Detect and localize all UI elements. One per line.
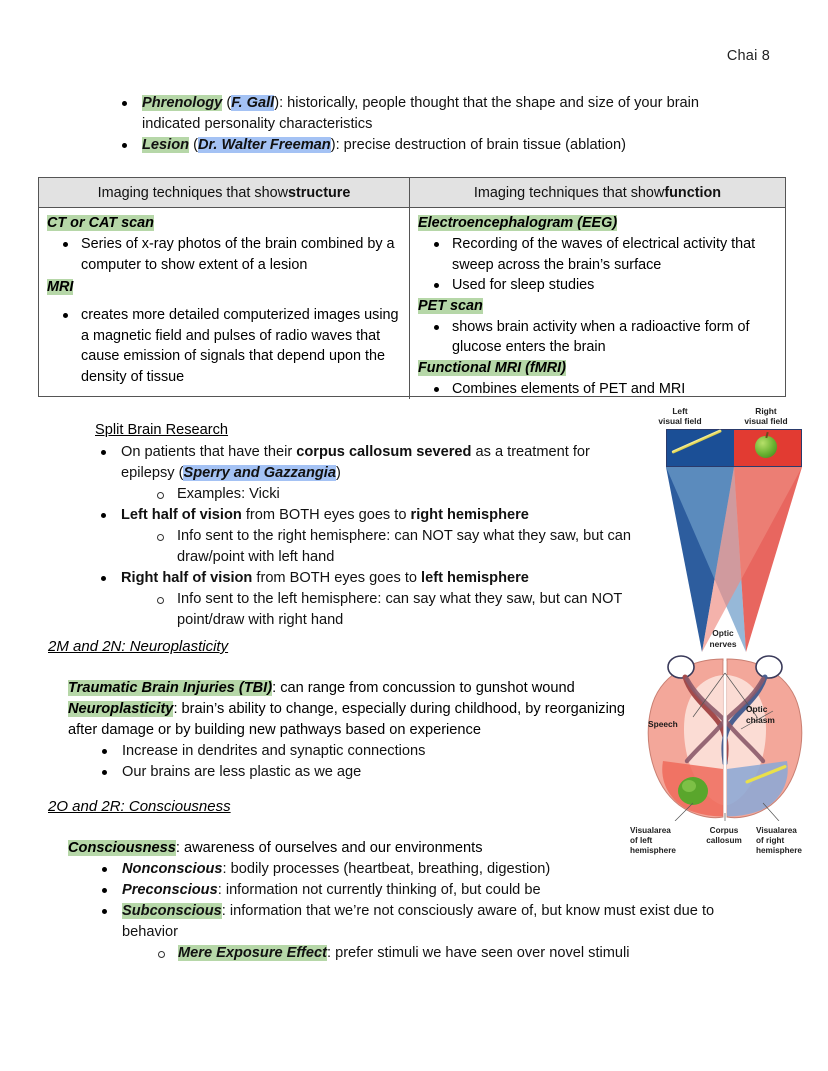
intro-bullet-list xyxy=(116,93,756,156)
split-brain-diagram xyxy=(628,406,818,866)
label-visual-area-right xyxy=(756,826,818,856)
header-keyword-function: function xyxy=(664,184,722,201)
list-item xyxy=(418,317,777,358)
label-corpus-callosum xyxy=(699,826,749,856)
visual-field-right-red xyxy=(734,430,801,466)
sub-bullet-body: Info sent to the left hemisphere: can say what they saw, but can NOT point/draw with right hand xyxy=(177,591,623,628)
header-keyword-structure: structure xyxy=(288,184,351,201)
bullet-body: : bodily processes (heartbeat, breathing, digestion) xyxy=(222,861,551,877)
person-f-gall: F. Gall xyxy=(231,95,275,111)
term-mere-exposure-effect: Mere Exposure Effect xyxy=(178,945,327,961)
paren-open: ( xyxy=(222,95,232,111)
stick-object-icon xyxy=(671,429,721,454)
term-preconscious: Preconscious xyxy=(122,882,218,898)
table-cell-structure xyxy=(39,208,410,399)
visual-field-panel xyxy=(666,429,802,467)
paren-open: ( xyxy=(189,137,198,153)
label-line: visual field xyxy=(744,416,788,426)
list-item xyxy=(418,379,777,400)
bullet-mid: from BOTH eyes goes to xyxy=(241,507,411,523)
paragraph-tbi xyxy=(68,678,628,699)
term-subconscious: Subconscious xyxy=(122,903,222,919)
subheading-fmri xyxy=(418,358,777,378)
term-tbi: Traumatic Brain Injuries (TBI) xyxy=(68,680,273,696)
page-header: Chai 8 xyxy=(726,48,770,64)
term-consciousness: Consciousness xyxy=(68,840,176,856)
term-corpus-callosum-severed: corpus callosum severed xyxy=(296,444,472,460)
label-line: hemisphere xyxy=(630,846,676,855)
table-header-structure xyxy=(39,178,410,207)
bullet-body: : information not currently thinking of, but could be xyxy=(217,882,541,898)
label-speech: Speech xyxy=(648,719,678,729)
list-item xyxy=(418,234,777,275)
list-item xyxy=(95,568,640,631)
label-line: of right xyxy=(756,836,785,845)
term-phrenology: Phrenology xyxy=(142,95,223,111)
label-optic-nerves xyxy=(628,628,818,649)
bullet-body: Our brains are less plastic as we age xyxy=(122,764,362,780)
bullet-body: : precise destruction of brain tissue (ablation) xyxy=(335,137,626,153)
apple-highlight xyxy=(682,780,696,792)
list-item xyxy=(96,880,728,901)
subheading-label: Electroencephalogram (EEG) xyxy=(418,215,618,231)
label-line: nerves xyxy=(709,638,737,649)
label-line: Optic xyxy=(712,628,734,638)
sub-bullet-body: Info sent to the right hemisphere: can NOT say what they saw, but can draw/point with left hand xyxy=(177,528,632,565)
subheading-label: MRI xyxy=(47,279,74,295)
label-line: Corpus xyxy=(709,826,739,835)
label-line: of left xyxy=(630,836,653,845)
label-line: Visualarea xyxy=(756,826,797,835)
term-nonconscious: Nonconscious xyxy=(122,861,223,877)
bullet-body: Increase in dendrites and synaptic connections xyxy=(122,743,426,759)
label-line: Optic xyxy=(746,704,768,714)
bullet-body: : historically, people thought that the shape and size of your brain indicated personality characteristics xyxy=(142,95,700,132)
bullet-body: Recording of the waves of electrical activity that sweep across the brain’s surface xyxy=(452,236,756,273)
imaging-techniques-table xyxy=(38,177,786,397)
label-line: callosum xyxy=(706,836,742,845)
label-line: Left xyxy=(672,406,688,416)
bullet-body: shows brain activity when a radioactive form of glucose enters the brain xyxy=(452,318,750,355)
visual-field-labels xyxy=(628,406,818,426)
list-item xyxy=(96,762,628,783)
subheading-eeg xyxy=(418,213,777,233)
list-item xyxy=(151,526,640,568)
label-optic-chiasm xyxy=(746,704,775,725)
bullet-mid: from BOTH eyes goes to xyxy=(252,570,422,586)
term-left-hemisphere: left hemisphere xyxy=(421,570,529,586)
list-item xyxy=(95,505,640,568)
term-left-half-vision: Left half of vision xyxy=(121,507,242,523)
visual-field-left-blue xyxy=(667,430,734,466)
list-item xyxy=(151,589,640,631)
paragraph-neuroplasticity xyxy=(68,699,628,741)
table-header-function xyxy=(410,178,785,207)
section-title-consciousness: 2O and 2R: Consciousness xyxy=(48,798,231,815)
section-title-split-brain: Split Brain Research xyxy=(95,422,229,438)
bullet-body: : information that we’re not consciously aware of, but know must exist due to behavior xyxy=(122,903,715,940)
figure-bottom-labels xyxy=(628,826,818,856)
list-item xyxy=(152,943,728,964)
label-line: Visualarea xyxy=(630,826,671,835)
list-item xyxy=(47,234,401,275)
label-right-visual-field xyxy=(736,406,796,426)
subheading-label: Functional MRI (fMRI) xyxy=(418,359,566,376)
sub-bullet-body: Examples: Vicki xyxy=(177,486,280,502)
tbi-body: : can range from concussion to gunshot wound xyxy=(272,680,575,696)
label-line: hemisphere xyxy=(756,846,802,855)
subheading-label: CT or CAT scan xyxy=(47,215,154,231)
eye-right xyxy=(756,656,782,678)
label-line: Right xyxy=(755,406,777,416)
label-line: visual field xyxy=(658,416,702,426)
table-header-row xyxy=(39,178,785,208)
bullet-post: ) xyxy=(335,465,341,481)
bullet-body: creates more detailed computerized images using a magnetic field and pulses of radio waves that cause emission of signals that depend upon the density of tissue xyxy=(81,307,399,385)
bullet-body: Combines elements of PET and MRI xyxy=(452,380,686,397)
apple-icon xyxy=(755,436,777,458)
list-item xyxy=(418,275,777,296)
list-item xyxy=(95,442,640,505)
neuroplasticity-section xyxy=(68,678,628,783)
leader-line-visual-right xyxy=(763,803,779,821)
bullet-pre: On patients that have their xyxy=(121,444,297,460)
section-title-neuroplasticity: 2M and 2N: Neuroplasticity xyxy=(48,638,229,655)
researchers-sperry-gazzangia: Sperry and Gazzangia xyxy=(183,465,336,481)
bullet-body: Series of x-ray photos of the brain combined by a computer to show extent of a lesion xyxy=(81,236,395,273)
list-item xyxy=(116,135,756,156)
table-cell-function xyxy=(410,208,785,399)
subheading-pet-scan xyxy=(418,296,777,316)
label-visual-area-left xyxy=(630,826,692,856)
header-prefix: Imaging techniques that show xyxy=(473,184,665,201)
subheading-label: PET scan xyxy=(418,297,483,314)
list-item xyxy=(116,93,756,135)
eye-left xyxy=(668,656,694,678)
subheading-ct-scan xyxy=(47,213,401,233)
term-right-half-vision: Right half of vision xyxy=(121,570,253,586)
term-lesion: Lesion xyxy=(142,137,190,153)
table-body-row xyxy=(39,208,785,399)
label-left-visual-field xyxy=(650,406,710,426)
list-item xyxy=(96,741,628,762)
label-line: chiasm xyxy=(746,714,775,725)
bullet-mid: as a treatment for epilepsy ( xyxy=(121,444,590,481)
bullet-body: Used for sleep studies xyxy=(452,277,595,293)
term-right-hemisphere: right hemisphere xyxy=(410,507,529,523)
list-item xyxy=(47,305,401,387)
person-walter-freeman: Dr. Walter Freeman xyxy=(197,137,331,153)
neuroplasticity-body: : brain’s ability to change, especially during childhood, by reorganizing after damage or by building new pathways based on experience xyxy=(68,701,626,738)
brain-illustration xyxy=(633,653,817,821)
sub-bullet-body: : prefer stimuli we have seen over novel stimuli xyxy=(326,945,630,961)
consciousness-body: : awareness of ourselves and our environments xyxy=(175,840,483,856)
term-neuroplasticity: Neuroplasticity xyxy=(68,701,174,717)
paren-close: ) xyxy=(330,137,336,153)
split-brain-section xyxy=(95,420,640,631)
list-item xyxy=(151,484,640,505)
list-item xyxy=(96,901,728,964)
subheading-mri xyxy=(47,277,401,297)
paren-close: ) xyxy=(274,95,280,111)
header-prefix: Imaging techniques that show xyxy=(97,184,288,201)
